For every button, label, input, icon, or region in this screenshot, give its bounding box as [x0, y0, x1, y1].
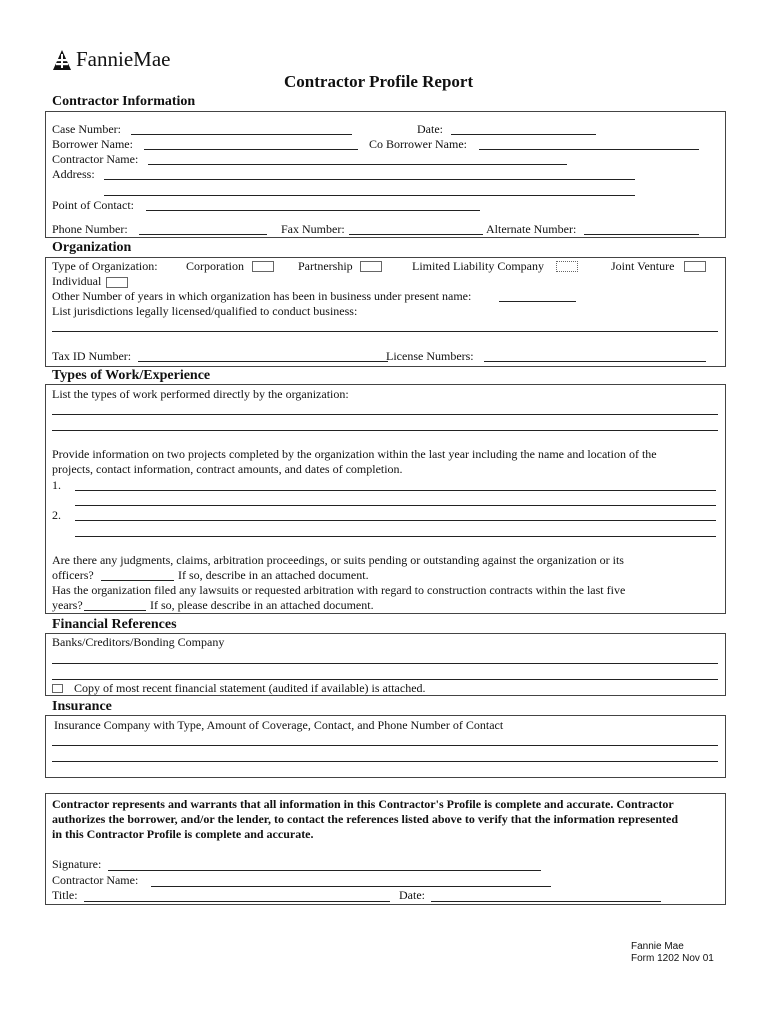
project-1-field-line2[interactable]: [75, 505, 716, 506]
phone-number-field[interactable]: [139, 234, 267, 235]
cert-contractor-name-label: Contractor Name:: [52, 873, 139, 887]
co-borrower-name-field[interactable]: [479, 149, 699, 150]
partnership-label: Partnership: [298, 259, 353, 273]
corporation-label: Corporation: [186, 259, 244, 273]
borrower-name-field[interactable]: [144, 149, 358, 150]
individual-label: Individual: [52, 274, 102, 288]
cert-contractor-name-field[interactable]: [151, 886, 551, 887]
banks-creditors-field-line1[interactable]: [52, 663, 718, 664]
joint-venture-checkbox[interactable]: [684, 261, 706, 272]
date-field[interactable]: [451, 134, 596, 135]
judgments-question-followup: If so, describe in an attached document.: [178, 568, 369, 582]
address-field-line1[interactable]: [104, 179, 635, 180]
project-2-field-line2[interactable]: [75, 536, 716, 537]
license-numbers-label: License Numbers:: [386, 349, 474, 363]
jurisdictions-field[interactable]: [52, 331, 718, 332]
case-number-label: Case Number:: [52, 122, 121, 136]
case-number-field[interactable]: [131, 134, 352, 135]
tax-id-field[interactable]: [138, 361, 388, 362]
point-of-contact-label: Point of Contact:: [52, 198, 134, 212]
partnership-checkbox[interactable]: [360, 261, 382, 272]
lawsuits-question-followup: If so, please describe in an attached document.: [150, 598, 374, 612]
insurance-field-line2[interactable]: [52, 761, 718, 762]
lawsuits-answer-field[interactable]: [84, 610, 146, 611]
fax-number-label: Fax Number:: [281, 222, 345, 236]
cert-title-label: Title:: [52, 888, 78, 902]
section-heading-organization: Organization: [52, 240, 132, 255]
work-list-label: List the types of work performed directly by the organization:: [52, 387, 349, 401]
judgments-answer-field[interactable]: [101, 580, 174, 581]
fax-number-field[interactable]: [349, 234, 483, 235]
alternate-number-label: Alternate Number:: [486, 222, 577, 236]
date-label: Date:: [417, 122, 443, 136]
fannie-mae-logo: [52, 47, 202, 73]
projects-instructions-line1: Provide information on two projects completed by the organization within the last year including the name and location of the: [52, 447, 657, 461]
lawsuits-question-line1: Has the organization filed any lawsuits or requested arbitration with regard to construction contracts within the last five: [52, 583, 626, 597]
cert-title-field[interactable]: [84, 901, 390, 902]
section-heading-insurance: Insurance: [52, 699, 112, 714]
contractor-information-box: [45, 111, 726, 238]
financial-statement-checkbox[interactable]: [52, 684, 63, 693]
page-title: Contractor Profile Report: [284, 72, 474, 91]
certification-statement-line2: authorizes the borrower, and/or the lender, to contact the references listed above to verify that the information represented: [52, 812, 679, 826]
fannie-mae-logo-icon: [52, 49, 72, 71]
years-in-business-field[interactable]: [499, 301, 576, 302]
license-numbers-field[interactable]: [484, 361, 706, 362]
llc-checkbox[interactable]: [556, 261, 578, 272]
cert-date-field[interactable]: [431, 901, 661, 902]
alternate-number-field[interactable]: [584, 234, 699, 235]
borrower-name-label: Borrower Name:: [52, 137, 133, 151]
insurance-label: Insurance Company with Type, Amount of Coverage, Contact, and Phone Number of Contact: [54, 718, 504, 732]
point-of-contact-field[interactable]: [146, 210, 480, 211]
work-list-field-line1[interactable]: [52, 414, 718, 415]
address-label: Address:: [52, 167, 95, 181]
section-heading-types-of-work: Types of Work/Experience: [52, 368, 211, 383]
jurisdictions-label: List jurisdictions legally licensed/qualified to conduct business:: [52, 304, 358, 318]
projects-instructions-line2: projects, contact information, contract amounts, and dates of completion.: [52, 462, 403, 476]
corporation-checkbox[interactable]: [252, 261, 274, 272]
project-2-field-line1[interactable]: [75, 520, 716, 521]
work-list-field-line2[interactable]: [52, 430, 718, 431]
address-field-line2[interactable]: [104, 195, 635, 196]
insurance-field-line1[interactable]: [52, 745, 718, 746]
contractor-name-label: Contractor Name:: [52, 152, 139, 166]
signature-field[interactable]: [108, 870, 541, 871]
judgments-question-line1: Are there any judgments, claims, arbitration proceedings, or suits pending or outstanding against the organization or its: [52, 553, 624, 567]
banks-creditors-field-line2[interactable]: [52, 679, 718, 680]
project-1-field-line1[interactable]: [75, 490, 716, 491]
project-1-number: 1.: [52, 478, 61, 492]
section-heading-contractor-information: Contractor Information: [52, 94, 196, 109]
llc-label: Limited Liability Company: [412, 259, 544, 273]
project-2-number: 2.: [52, 508, 61, 522]
type-of-organization-label: Type of Organization:: [52, 259, 158, 273]
certification-statement-line1: Contractor represents and warrants that all information in this Contractor's Profile is complete and accurate. Contractor: [52, 797, 674, 811]
signature-label: Signature:: [52, 857, 102, 871]
section-heading-financial-references: Financial References: [52, 617, 177, 632]
individual-checkbox[interactable]: [106, 277, 128, 288]
banks-creditors-label: Banks/Creditors/Bonding Company: [52, 635, 225, 649]
tax-id-label: Tax ID Number:: [52, 349, 132, 363]
certification-statement-line3: in this Contractor Profile is complete and accurate.: [52, 827, 314, 841]
logo-text: FannieMae: [76, 47, 171, 71]
cert-date-label: Date:: [399, 888, 425, 902]
lawsuits-question-years: years?: [52, 598, 83, 612]
judgments-question-officers: officers?: [52, 568, 94, 582]
joint-venture-label: Joint Venture: [611, 259, 675, 273]
financial-statement-label: Copy of most recent financial statement (audited if available) is attached.: [74, 681, 426, 695]
footer-company: Fannie Mae: [631, 941, 684, 952]
footer-form-number: Form 1202 Nov 01: [631, 953, 714, 964]
contractor-name-field[interactable]: [148, 164, 567, 165]
co-borrower-name-label: Co Borrower Name:: [369, 137, 467, 151]
years-in-business-label: Other Number of years in which organization has been in business under present name:: [52, 289, 472, 303]
phone-number-label: Phone Number:: [52, 222, 128, 236]
